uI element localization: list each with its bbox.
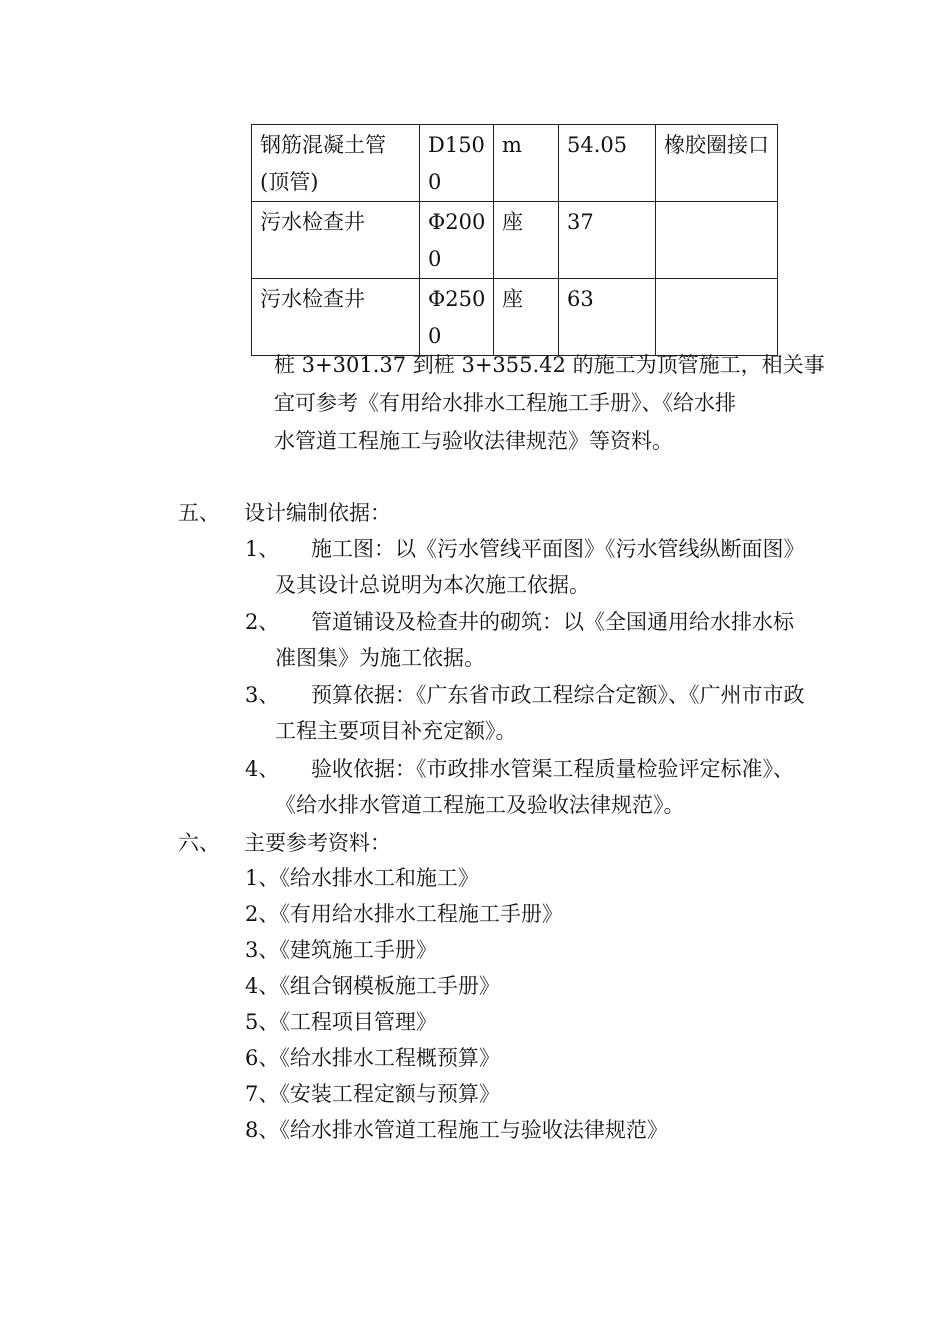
table-cell: 钢筋混凝土管(顶管)	[252, 125, 420, 202]
list-item	[245, 604, 815, 676]
list-item	[245, 677, 815, 749]
table-cell: D1500	[420, 125, 494, 202]
table-row	[252, 279, 778, 356]
reference-item: 4、《组合钢模板施工手册》	[245, 974, 500, 998]
reference-item: 7、《安装工程定额与预算》	[245, 1082, 500, 1106]
table-row	[252, 125, 778, 202]
item-text: 预算依据：《广东省市政工程综合定额》、《广州市市政工程主要项目补充定额》。	[275, 683, 805, 743]
section-heading	[178, 824, 391, 862]
table-cell: 63	[559, 279, 656, 356]
reference-item: 2、《有用给水排水工程施工手册》	[245, 902, 563, 926]
table-cell: 座	[494, 202, 559, 279]
table-cell: 污水检查井	[252, 202, 420, 279]
item-number: 3、	[245, 683, 280, 707]
note-line: 桩 3+301.37 到桩 3+355.42 的施工为顶管施工，相关事	[274, 353, 825, 377]
table-cell	[656, 202, 778, 279]
table-cell: 37	[559, 202, 656, 279]
table-cell: 污水检查井	[252, 279, 420, 356]
list-item	[245, 531, 815, 603]
reference-item: 6、《给水排水工程概预算》	[245, 1046, 500, 1070]
section-number: 六、	[178, 831, 220, 855]
item-text: 管道铺设及检查井的砌筑：以《全国通用给水排水标准图集》为施工依据。	[275, 610, 794, 670]
item-number: 4、	[245, 757, 280, 781]
table-cell: 54.05	[559, 125, 656, 202]
item-text: 施工图：以《污水管线平面图》《污水管线纵断面图》及其设计总说明为本次施工依据。	[275, 537, 805, 597]
note-line: 宜可参考《有用给水排水工程施工手册》、《给水排	[274, 391, 736, 415]
table-row	[252, 202, 778, 279]
table-cell: m	[494, 125, 559, 202]
table-cell: 橡胶圈接口	[656, 125, 778, 202]
table-cell: Φ2500	[420, 279, 494, 356]
item-number: 1、	[245, 537, 280, 561]
item-text: 验收依据：《市政排水管渠工程质量检验评定标准》、《给水排水管道工程施工及验收法律规范》。	[275, 757, 794, 817]
reference-item: 5、《工程项目管理》	[245, 1010, 437, 1034]
item-number: 2、	[245, 610, 280, 634]
reference-item: 3、《建筑施工手册》	[245, 938, 437, 962]
section-number: 五、	[178, 501, 220, 525]
section-heading	[178, 494, 391, 532]
reference-item: 1、《给水排水工和施工》	[245, 866, 479, 890]
section-title: 主要参考资料：	[244, 831, 391, 855]
section-title: 设计编制依据：	[244, 501, 391, 525]
materials-table	[251, 124, 778, 356]
table-cell: 座	[494, 279, 559, 356]
list-item	[245, 751, 815, 823]
note-line: 水管道工程施工与验收法律规范》等资料。	[274, 429, 673, 453]
reference-item: 8、《给水排水管道工程施工与验收法律规范》	[245, 1118, 668, 1142]
table-cell	[656, 279, 778, 356]
table-cell: Φ2000	[420, 202, 494, 279]
